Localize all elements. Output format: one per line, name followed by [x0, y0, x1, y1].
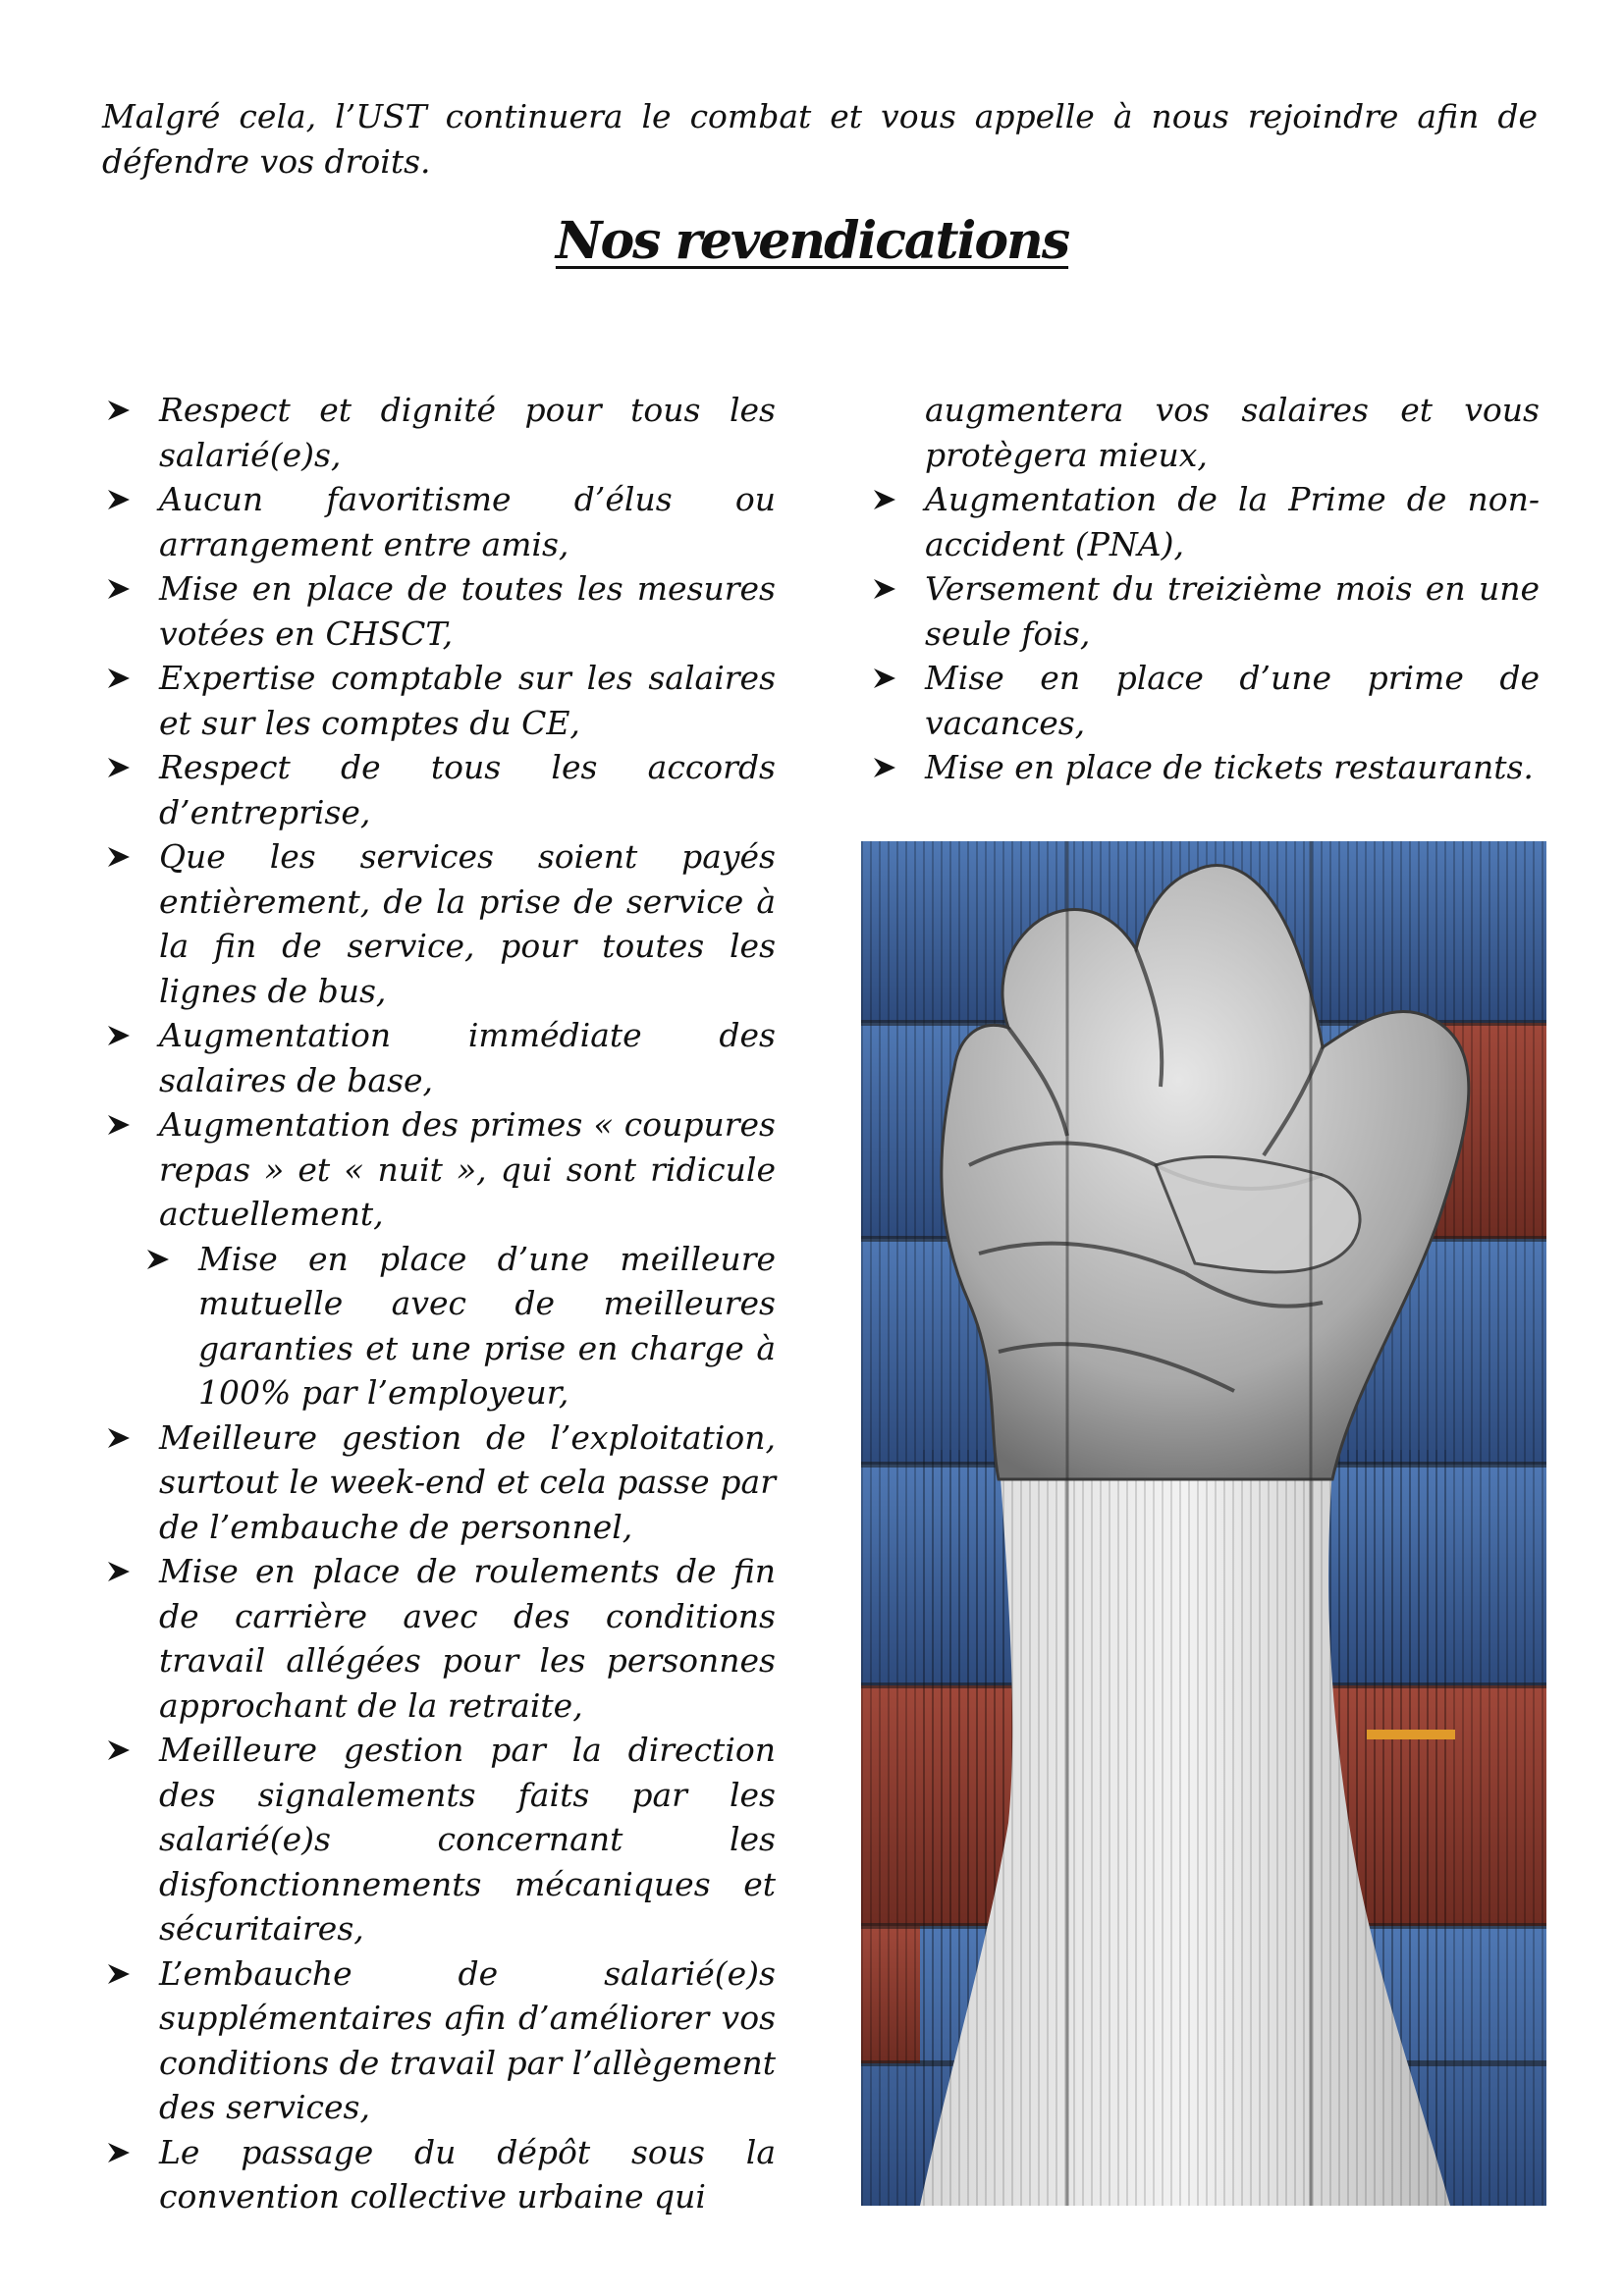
list-item-text: Le passage du dépôt sous la convention collective urbaine qui [159, 2132, 776, 2216]
list-subitem [141, 1237, 776, 1415]
list-item-text: Respect et dignité pour tous les salarié(e)s, [159, 391, 776, 474]
list-item-text: Mise en place de roulements de fin de carrière avec des conditions travail allégées pour les personnes approchant de la retraite, [159, 1552, 776, 1725]
arrow-bullet-icon [106, 488, 132, 511]
list-item-text: Mise en place d’une meilleure mutuelle avec de meilleures garanties et une prise en charge à 100% par l’employeur, [198, 1239, 776, 1412]
raised-fist-on-containers-image [861, 841, 1546, 2206]
list-item-text: Versement du treizième mois en une seule fois, [925, 569, 1540, 653]
list-item-text: Expertise comptable sur les salaires et sur les comptes du CE, [159, 659, 776, 742]
list-item-text: Mise en place d’une prime de vacances, [925, 659, 1540, 742]
list-item [102, 2130, 776, 2219]
list-item [102, 1013, 776, 1102]
list-item [868, 566, 1540, 656]
arrow-bullet-icon [106, 399, 132, 422]
list-item-text: Augmentation immédiate des salaires de base, [159, 1016, 776, 1099]
list-item-text: L’embauche de salarié(e)s supplémentaires afin d’améliorer vos conditions de travail par l’allègement des services, [159, 1953, 776, 2126]
list-item-text: Mise en place de toutes les mesures votées en CHSCT, [159, 569, 776, 653]
list-item [102, 1549, 776, 1728]
list-item [868, 477, 1540, 566]
arrow-bullet-icon [872, 667, 897, 690]
list-item-text: Respect de tous les accords d’entreprise, [159, 748, 776, 831]
fist-illustration [861, 841, 1546, 2206]
list-item [868, 745, 1540, 790]
list-item-text: Meilleure gestion par la direction des signalements faits par les salarié(e)s concernant les disfonctionnements mécaniques et sécuritaires, [159, 1731, 776, 1948]
list-item [102, 388, 776, 477]
list-item [102, 1728, 776, 1951]
arrow-bullet-icon [106, 1560, 132, 1583]
list-item [102, 1415, 776, 1550]
list-item-text: Augmentation des primes « coupures repas » et « nuit », qui sont ridicule actuellement, [159, 1105, 776, 1233]
list-item [102, 834, 776, 1013]
arrow-bullet-icon [872, 577, 897, 601]
arrow-bullet-icon [106, 2141, 132, 2164]
list-item [868, 656, 1540, 745]
arrow-bullet-icon [106, 667, 132, 690]
arrow-bullet-icon [106, 1426, 132, 1450]
arrow-bullet-icon [106, 756, 132, 779]
arrow-bullet-icon [106, 577, 132, 601]
list-item [102, 566, 776, 656]
list-item-text: Aucun favoritisme d’élus ou arrangement entre amis, [159, 480, 776, 563]
demands-list-left [102, 388, 776, 2219]
arrow-bullet-icon [106, 1024, 132, 1047]
list-item-text: Augmentation de la Prime de non-accident (PNA), [925, 480, 1540, 563]
demands-list-right [868, 477, 1540, 790]
arrow-bullet-icon [106, 845, 132, 869]
intro-paragraph: Malgré cela, l’UST continuera le combat et vous appelle à nous rejoindre afin de défendre vos droits. [102, 97, 1538, 181]
arrow-bullet-icon [106, 1962, 132, 1986]
list-item-text: Mise en place de tickets restaurants. [925, 748, 1534, 786]
list-item [102, 1951, 776, 2130]
arrow-bullet-icon [106, 1113, 132, 1137]
list-item [102, 477, 776, 566]
arrow-bullet-icon [145, 1248, 171, 1271]
arrow-bullet-icon [872, 756, 897, 779]
list-item [102, 745, 776, 834]
list-item [102, 1102, 776, 1237]
list-item-continuation: augmentera vos salaires et vous protègera mieux, [925, 391, 1540, 474]
arrow-bullet-icon [106, 1738, 132, 1762]
list-item [102, 656, 776, 745]
page-title: Nos revendications [555, 211, 1069, 271]
list-item-text: Meilleure gestion de l’exploitation, surtout le week-end et cela passe par de l’embauche de personnel, [159, 1417, 776, 1546]
demands-left-column [102, 388, 776, 2219]
arrow-bullet-icon [872, 488, 897, 511]
list-item-text: Que les services soient payés entièrement, de la prise de service à la fin de service, pour toutes les lignes de bus, [159, 837, 776, 1010]
demands-right-column [868, 388, 1540, 790]
